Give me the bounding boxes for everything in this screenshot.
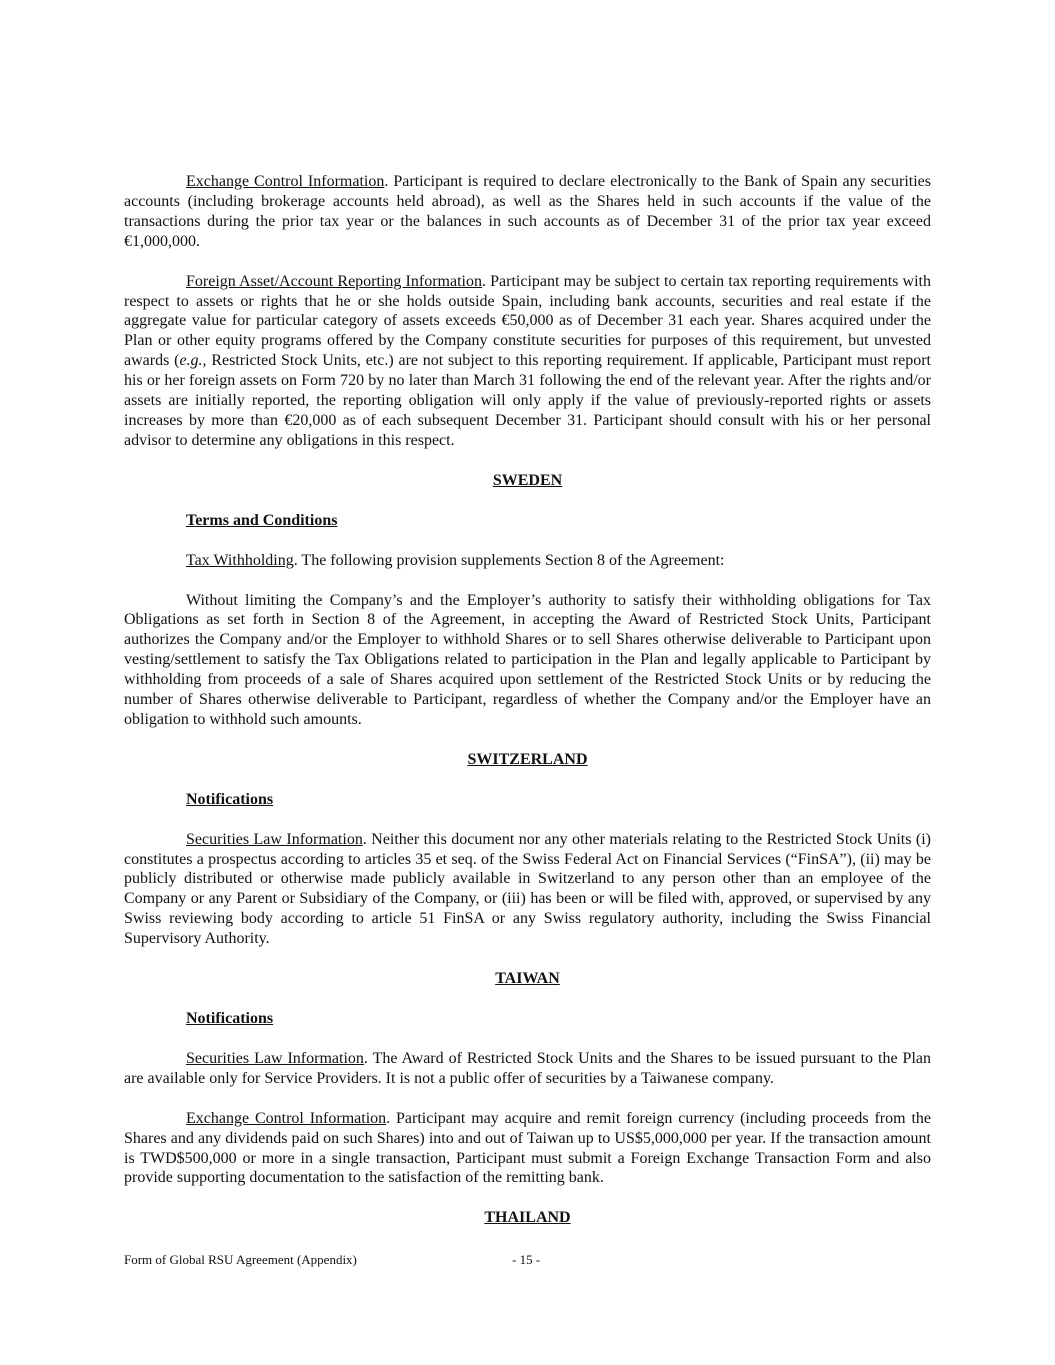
footer-document-title: Form of Global RSU Agreement (Appendix) xyxy=(124,1252,357,1267)
taiwan-securities-paragraph xyxy=(124,1049,931,1089)
taiwan-notifications-label: Notifications xyxy=(186,1010,274,1027)
taiwan-title: TAIWAN xyxy=(495,970,560,988)
spain-exchange-control-text: . Participant is required to declare electronically to the Bank of Spain any securities accounts (including brokerage accounts held abroad), as well as the Shares held in such accounts if the value of the transactions during the prior tax year or the balances in such accounts as of December 31 of the prior tax year exceed €1,000,000. xyxy=(124,173,932,250)
thailand-title: THAILAND xyxy=(484,1209,571,1227)
spain-foreign-asset-text-b: , Restricted Stock Units, etc.) are not subject to this reporting requirement. If applicable, Participant must report his or her foreign assets on Form 720 by no later than March 31 following the end of the relevant year. After the rights and/or assets are initially reported, the reporting obligation will only apply if the value of previously-reported rights or assets increases by more than €20,000 as of each subsequent December 31. Participant should consult with his or her personal advisor to determine any obligations in this respect. xyxy=(124,352,932,449)
footer-page-number: - 15 - xyxy=(512,1252,541,1267)
switzerland-securities-text: . Neither this document nor any other materials relating to the Restricted Stock Units (i) constitutes a prospectus according to articles 35 et seq. of the Swiss Federal Act on Financial Services (“FinSA”), (ii) may be publicly distributed or otherwise made publicly available in Switzerland to any person other than an employee of the Company or any Parent or Subsidiary of the Company, or (iii) has been or will be filed with, approved, or supervised by any Swiss reviewing body according to article 51 FinSA or any Swiss regulatory authority, including the Swiss Financial Supervisory Authority. xyxy=(124,830,932,948)
spain-foreign-asset-heading: Foreign Asset/Account Reporting Information xyxy=(186,272,482,290)
sweden-tax-withholding-heading: Tax Withholding xyxy=(186,551,294,569)
sweden-tax-withholding-paragraph xyxy=(124,551,931,571)
switzerland-notifications-heading xyxy=(124,790,931,810)
sweden-title: SWEDEN xyxy=(492,471,563,489)
taiwan-exchange-control-heading: Exchange Control Information xyxy=(186,1109,387,1127)
spain-foreign-asset-paragraph xyxy=(124,272,931,451)
spain-exchange-control-paragraph xyxy=(124,172,931,252)
switzerland-securities-heading: Securities Law Information xyxy=(186,830,363,848)
switzerland-securities-paragraph xyxy=(124,830,931,949)
sweden-terms-heading xyxy=(124,511,931,531)
document-body xyxy=(124,172,931,1228)
taiwan-securities-heading: Securities Law Information xyxy=(186,1049,364,1067)
switzerland-notifications-label: Notifications xyxy=(186,790,274,808)
sweden-tax-withholding-text: . The following provision supplements Section 8 of the Agreement: xyxy=(293,551,725,569)
spain-foreign-asset-text-a: . Participant may be subject to certain tax reporting requirements with respect to assets or rights that he or she holds outside Spain, including bank accounts, securities and real estate if the aggregate value for particular category of assets exceeds €50,000 as of December 31 each year. Shares acquired under the Plan or other equity programs offered by the Company constitute securities for purposes of this requirement, but unvested awards ( xyxy=(124,272,931,370)
taiwan-exchange-control-paragraph xyxy=(124,1109,931,1189)
sweden-withholding-paragraph: Without limiting the Company’s and the Employer’s authority to satisfy their withholding obligations for Tax Obligations as set forth in Section 8 of the Agreement, in accepting the Award of Restricted Stock Units, Participant authorizes the Company and/or the Employer to withhold Shares or to sell Shares otherwise deliverable to Participant upon vesting/settlement to satisfy the Tax Obligations related to participation in the Plan and legally applicable to Participant by withholding from proceeds of a sale of Shares acquired upon settlement of the Restricted Stock Units or by reducing the number of Shares otherwise deliverable to Participant, regardless of whether the Company and/or the Employer have an obligation to withhold such amounts. xyxy=(124,591,931,728)
spain-exchange-control-heading: Exchange Control Information xyxy=(186,173,385,190)
sweden-terms-label: Terms and Conditions xyxy=(186,511,338,529)
spain-foreign-asset-eg: e.g. xyxy=(179,352,203,370)
taiwan-securities-text: . The Award of Restricted Stock Units and the Shares to be issued pursuant to the Plan are available only for Service Providers. It is not a public offer of securities by a Taiwanese company. xyxy=(124,1049,931,1087)
taiwan-notifications-heading xyxy=(124,1009,931,1029)
taiwan-exchange-control-text: . Participant may acquire and remit foreign currency (including proceeds from the Shares and any dividends paid on such Shares) into and out of Taiwan up to US$5,000,000 per year. If the transaction amount is TWD$500,000 or more in a single transaction, Participant must submit a Foreign Exchange Transaction Form and also provide supporting documentation to the satisfaction of the remitting bank. xyxy=(124,1109,931,1187)
switzerland-title: SWITZERLAND xyxy=(467,750,588,768)
